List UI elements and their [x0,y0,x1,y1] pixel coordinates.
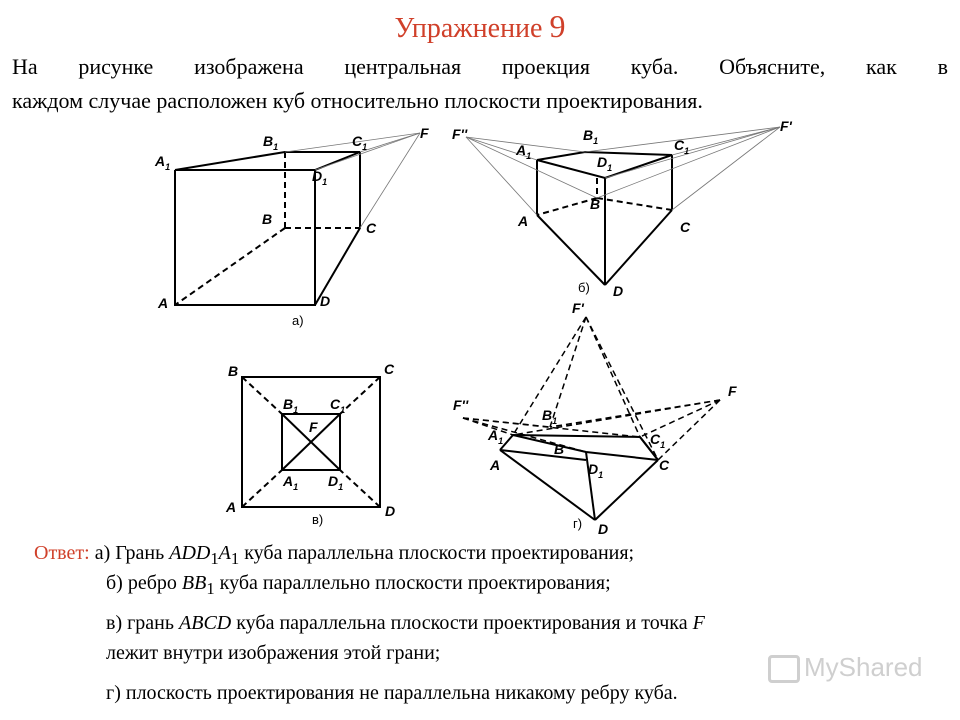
title-number: 9 [549,8,566,44]
figure-a-front-face [175,170,315,305]
figure-b-labels [452,118,793,299]
label-g-C: C [659,457,670,473]
label-b-D: D [613,283,624,299]
statement-line-2: каждом случае расположен куб относительно плоскости проектирования. [12,88,703,113]
label-a-B1: $B_1$ [263,133,279,152]
figure-g-top-back [513,435,658,460]
label-v-A: A [226,499,237,515]
figure-b [466,127,780,285]
label-b-F1: F' [780,118,792,134]
label-a-D1: $D_1$ [312,168,328,187]
label-b-A: A [518,213,529,229]
answer-g: г) плоскость проектирования не параллельна никакому ребру куба. [106,682,678,704]
answer-key: Ответ: [34,542,90,564]
figure-g [463,317,720,520]
label-v-D1: $D_1$ [328,473,344,492]
label-g-F3: F [728,383,737,399]
caption-a: а) [292,313,304,328]
label-v-C1: $C_1$ [330,396,346,415]
statement-line-1: На рисунке изображена центральная проекция куба. Объясните, как в [12,54,948,79]
figure-a-labels [154,125,429,328]
label-b-C1: $C_1$ [674,137,690,156]
answer-v-line1: в) грань ABCD куба параллельна плоскости проектирования и точка F [106,612,705,634]
label-g-F1: F' [572,300,584,316]
label-b-B1: $B_1$ [583,127,599,146]
label-g-D: D [598,521,609,537]
figure-a-top-face [175,152,360,170]
label-a-A1: $A_1$ [155,153,171,172]
label-a-C1: $C_1$ [352,133,368,152]
caption-v: в) [312,512,324,527]
label-v-D: D [385,503,396,519]
label-b-C: C [680,219,691,235]
label-v-A1: $A_1$ [283,473,299,492]
label-g-B1: $B_1$ [542,407,558,426]
label-g-A: A [490,457,501,473]
figure-a-hidden-edges [175,152,360,305]
label-g-F2: F'' [453,397,469,413]
label-v-B: B [228,363,239,379]
answer-a: Ответ: а) Грань $ADD_1A_1$ куба параллельна плоскости проектирования; [34,542,635,568]
label-b-A1: $A_1$ [516,142,532,161]
label-g-B: B [554,441,565,457]
caption-g: г) [573,516,583,531]
label-a-D: D [320,293,331,309]
label-b-B: B [590,196,601,212]
label-g-D1: $D_1$ [588,461,604,480]
label-v-F: F [309,419,318,435]
watermark-logo-icon [768,655,800,683]
title-text: Упражнение [394,13,543,44]
figure-v [242,377,380,507]
label-g-C1: $C_1$ [650,431,666,450]
label-a-A: A [158,295,169,311]
label-a-B: B [262,211,273,227]
label-a-F: F [420,125,429,141]
caption-b: б) [578,280,590,295]
label-b-D1: $D_1$ [597,154,613,173]
answer-v-line2: лежит внутри изображения этой грани; [106,642,441,664]
figure-a [175,133,420,305]
label-v-C: C [384,361,395,377]
label-a-C: C [366,220,377,236]
figure-g-top-front [500,435,658,460]
label-b-F2: F'' [452,126,468,142]
watermark: MyShared [768,652,923,683]
label-g-A1: $A_1$ [488,427,504,446]
label-v-B1: $B_1$ [283,396,299,415]
answer-b: б) ребро $BB_1$ куба параллельно плоскости проектирования; [106,572,611,598]
